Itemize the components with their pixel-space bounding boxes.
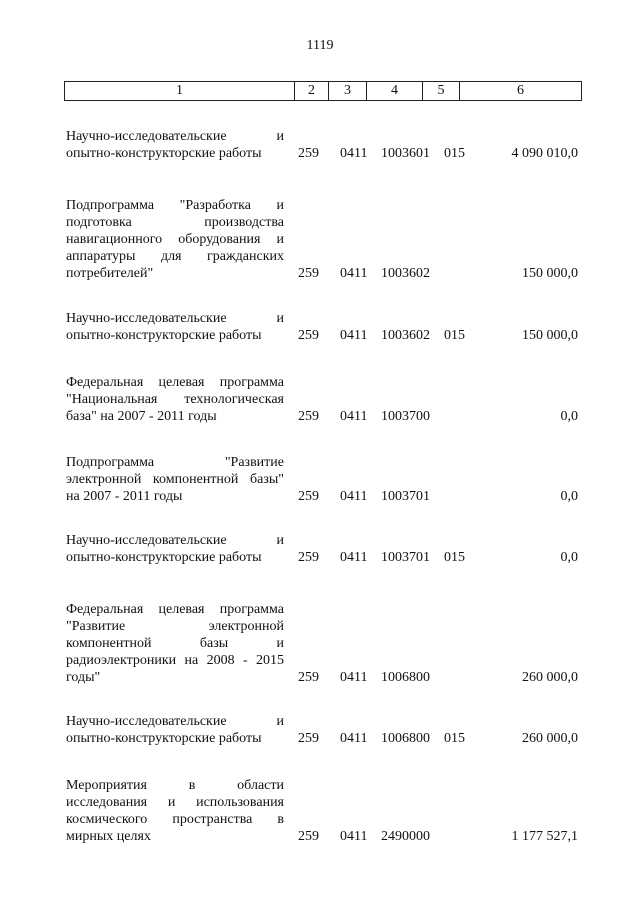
row-amount: 4 090 010,0 — [511, 146, 578, 161]
row-amount: 260 000,0 — [522, 670, 578, 685]
row-type: 015 — [444, 146, 465, 161]
row-description-line: база" на 2007 - 2011 годы — [66, 409, 217, 424]
row-description-line: Научно-исследовательские и — [66, 311, 284, 326]
row-code: 259 — [298, 266, 319, 281]
row-amount: 150 000,0 — [522, 266, 578, 281]
row-description-line: мирных целях — [66, 829, 151, 844]
row-description — [66, 454, 284, 505]
row-description-line: исследования и использования — [66, 795, 284, 810]
row-code: 259 — [298, 829, 319, 844]
row-description-line: опытно-конструкторские работы — [66, 328, 262, 343]
row-description-line: навигационного оборудования и — [66, 232, 284, 247]
row-description-line: потребителей" — [66, 266, 154, 281]
row-type: 015 — [444, 328, 465, 343]
row-description — [66, 532, 284, 566]
row-target: 2490000 — [381, 829, 430, 844]
row-target: 1006800 — [381, 731, 430, 746]
row-section: 0411 — [340, 670, 368, 685]
row-description — [66, 310, 284, 344]
row-description-line: годы" — [66, 670, 101, 685]
row-amount: 260 000,0 — [522, 731, 578, 746]
row-description — [66, 601, 284, 686]
row-code: 259 — [298, 489, 319, 504]
column-header-5: 5 — [423, 82, 460, 100]
row-description-line: аппаратуры для гражданских — [66, 249, 284, 264]
row-description — [66, 197, 284, 282]
row-description-line: подготовка производства — [66, 215, 284, 230]
row-target: 1003701 — [381, 550, 430, 565]
row-target: 1003700 — [381, 409, 430, 424]
column-header-1: 1 — [65, 82, 295, 100]
row-target: 1003701 — [381, 489, 430, 504]
row-description-line: Научно-исследовательские и — [66, 129, 284, 144]
row-description-line: компонентной базы и — [66, 636, 284, 651]
row-section: 0411 — [340, 146, 368, 161]
row-description — [66, 777, 284, 845]
row-amount: 150 000,0 — [522, 328, 578, 343]
column-header-4: 4 — [367, 82, 423, 100]
row-code: 259 — [298, 409, 319, 424]
row-amount: 1 177 527,1 — [511, 829, 578, 844]
column-header-6: 6 — [517, 83, 524, 98]
row-amount: 0,0 — [560, 489, 578, 504]
row-section: 0411 — [340, 266, 368, 281]
row-amount: 0,0 — [560, 550, 578, 565]
row-code: 259 — [298, 550, 319, 565]
row-description — [66, 713, 284, 747]
row-target: 1006800 — [381, 670, 430, 685]
row-description-line: Научно-исследовательские и — [66, 714, 284, 729]
row-description-line: "Развитие электронной — [66, 619, 284, 634]
row-target: 1003602 — [381, 266, 430, 281]
row-type: 015 — [444, 731, 465, 746]
row-description-line: Научно-исследовательские и — [66, 533, 284, 548]
row-code: 259 — [298, 731, 319, 746]
column-header-3: 3 — [329, 82, 367, 100]
row-description-line: космического пространства в — [66, 812, 284, 827]
row-target: 1003602 — [381, 328, 430, 343]
page-number: 1119 — [306, 38, 334, 53]
row-description-line: Подпрограмма "Разработка и — [66, 198, 284, 213]
row-amount: 0,0 — [560, 409, 578, 424]
row-section: 0411 — [340, 550, 368, 565]
row-section: 0411 — [340, 731, 368, 746]
row-description-line: на 2007 - 2011 годы — [66, 489, 183, 504]
row-code: 259 — [298, 670, 319, 685]
row-section: 0411 — [340, 409, 368, 424]
row-target: 1003601 — [381, 146, 430, 161]
row-description-line: опытно-конструкторские работы — [66, 731, 262, 746]
row-code: 259 — [298, 328, 319, 343]
row-description-line: Мероприятия в области — [66, 778, 284, 793]
row-code: 259 — [298, 146, 319, 161]
row-description-line: радиоэлектроники на 2008 - 2015 — [66, 653, 284, 668]
row-description-line: электронной компонентной базы" — [66, 472, 284, 487]
row-description — [66, 128, 284, 162]
column-header-2: 2 — [295, 82, 329, 100]
row-type: 015 — [444, 550, 465, 565]
row-description-line: Федеральная целевая программа — [66, 375, 284, 390]
row-section: 0411 — [340, 328, 368, 343]
row-description-line: опытно-конструкторские работы — [66, 146, 262, 161]
row-description — [66, 374, 284, 425]
row-description-line: "Национальная технологическая — [66, 392, 284, 407]
row-description-line: Федеральная целевая программа — [66, 602, 284, 617]
row-section: 0411 — [340, 489, 368, 504]
row-description-line: опытно-конструкторские работы — [66, 550, 262, 565]
row-section: 0411 — [340, 829, 368, 844]
column-header-row — [64, 81, 582, 101]
row-description-line: Подпрограмма "Развитие — [66, 455, 284, 470]
